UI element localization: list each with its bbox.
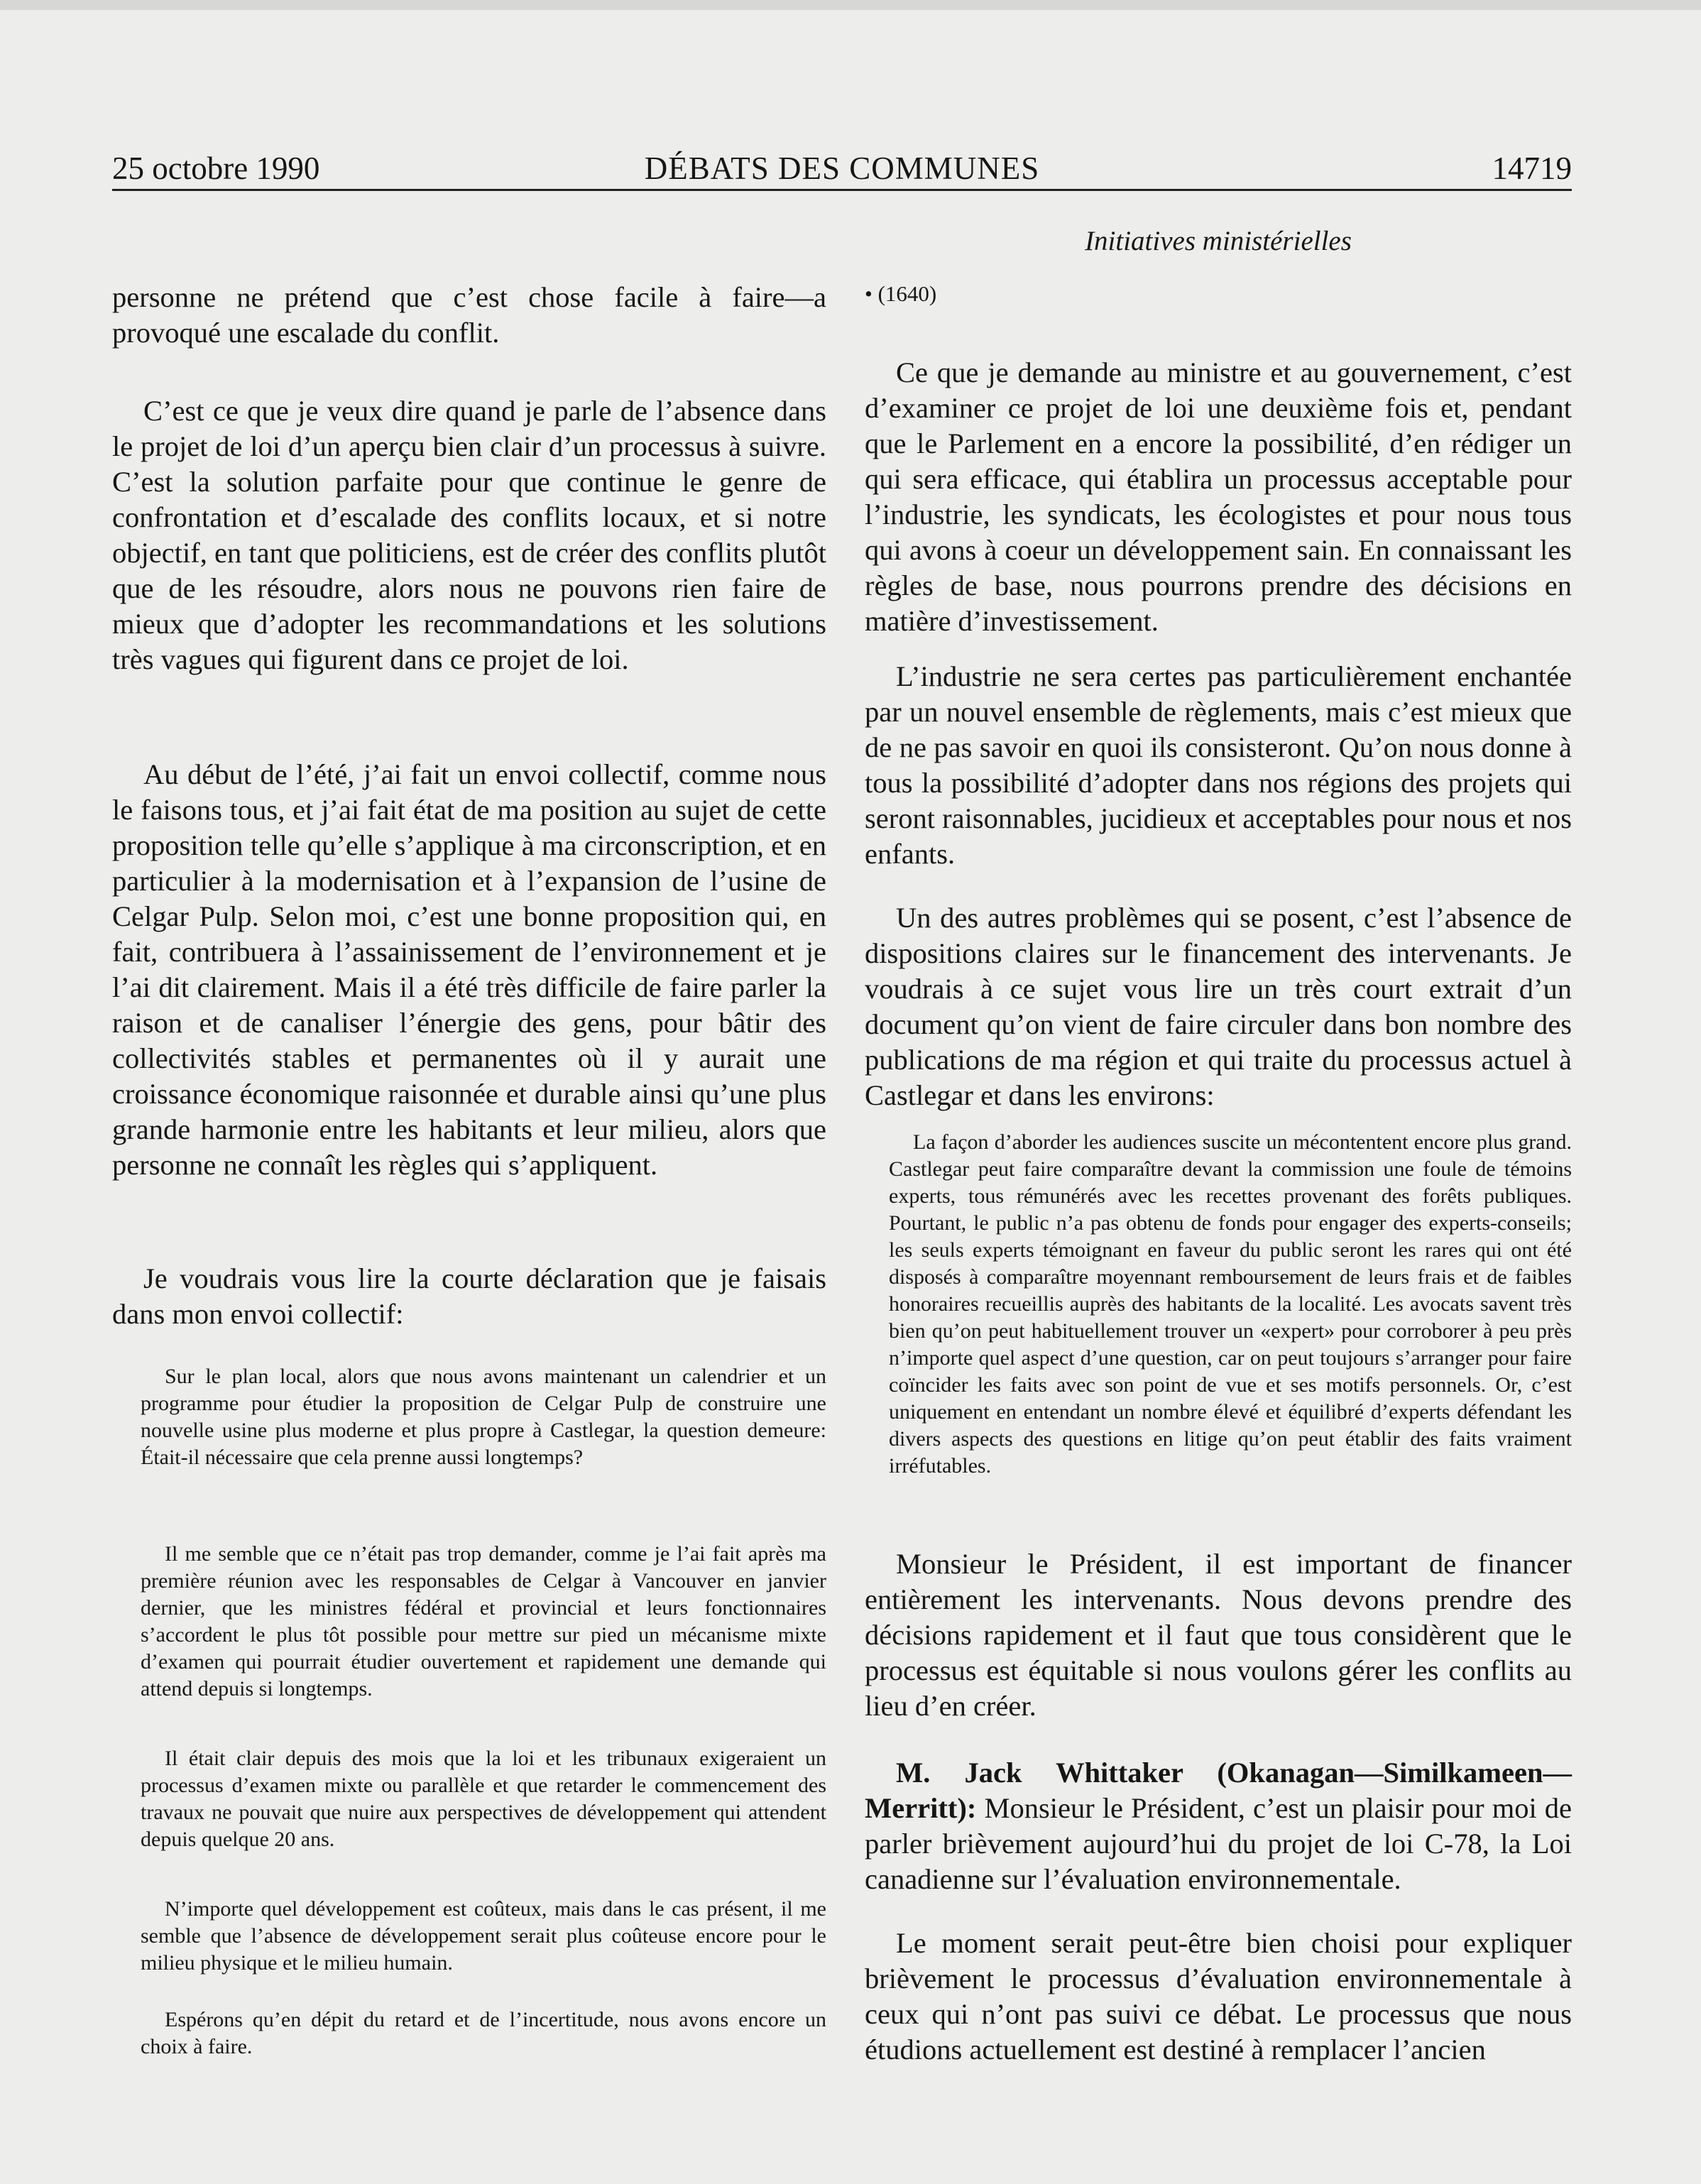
paragraph: Monsieur le Président, il est important de financer entièrement les intervenants. Nous devons prendre des décisions rapidement et il faut que tous considèrent que le processus est équitable si nous voulons gérer les conflits au lieu d’en créer. bbox=[865, 1548, 1572, 1722]
header-title: DÉBATS DES COMMUNES bbox=[644, 151, 1040, 186]
quote-paragraph: Il me semble que ce n’était pas trop demander, comme je l’ai fait après ma première réunion avec les responsables de Celgar à Vancouver en janvier dernier, que les ministres fédéral et provincial et leurs fonctionnaires s’accordent le plus tôt possible pour mettre sur pied un mécanisme mixte d’examen qui pourrait étudier ouvertement et rapidement une demande qui attend depuis si longtemps. bbox=[141, 1542, 826, 1700]
quote-paragraph: Espérons qu’en dépit du retard et de l’incertitude, nous avons encore un choix à faire. bbox=[141, 2008, 826, 2058]
paragraph: personne ne prétend que c’est chose facile à faire—a provoqué une escalade du conflit. bbox=[112, 281, 826, 349]
quote-paragraph: Il était clair depuis des mois que la loi et les tribunaux exigeraient un processus d’examen mixte ou parallèle et que retarder le commencement des travaux ne pouvait que nuire aux perspectives de développement qui attendent depuis quelque 20 ans. bbox=[141, 1747, 826, 1851]
time-marker: • (1640) bbox=[865, 281, 937, 306]
speech-text: Monsieur le Président, c’est un plaisir pour moi de parler brièvement aujourd’hui du projet de loi C-78, la Loi canadienne sur l’évaluation environnementale. bbox=[865, 1792, 1573, 1895]
section-label: Initiatives ministérielles bbox=[1085, 226, 1352, 256]
paragraph: Au début de l’été, j’ai fait un envoi collectif, comme nous le faisons tous, et j’ai fait état de ma position au sujet de cette proposition telle qu’elle s’applique à ma circonscription, et en particulier à la modernisation et à l’expansion de l’usine de Celgar Pulp. Selon moi, c’est une bonne proposition qui, en fait, contribuera à l’assainissement de l’environnement et je l’ai dit clairement. Mais il a été très difficile de faire parler la raison et de canaliser l’énergie des gens, pour bâtir des collectivités stables et permanentes où il y aurait une croissance économique raisonnée et durable ainsi qu’une plus grande harmonie entre les habitants et leur milieu, alors que personne ne connaît les règles qui s’appliquent. bbox=[112, 758, 826, 1181]
paragraph: Un des autres problèmes qui se posent, c’est l’absence de dispositions claires sur le financement des intervenants. Je voudrais à ce sujet vous lire un très court extrait d’un document qu’on vient de faire circuler dans bon nombre des publications de ma région et qui traite du processus actuel à Castlegar et dans les environs: bbox=[865, 902, 1572, 1111]
paragraph: C’est ce que je veux dire quand je parle de l’absence dans le projet de loi d’un aperçu bien clair d’un processus à suivre. C’est la solution parfaite pour que continue le genre de confrontation et d’escalade des conflits locaux, et si notre objectif, en tant que politiciens, est de créer des conflits plutôt que de les résoudre, alors nous ne pouvons rien faire de mieux que d’adopter les recommandations et les solutions très vagues qui figurent dans ce projet de loi. bbox=[112, 395, 826, 675]
left-column bbox=[112, 0, 826, 2184]
speaker-paragraph bbox=[865, 1755, 1572, 1897]
paragraph: Ce que je demande au ministre et au gouvernement, c’est d’examiner ce projet de loi une deuxième fois et, pendant que le Parlement en a encore la possibilité, d’en rédiger un qui sera efficace, qui établira un processus acceptable pour l’industrie, les syndicats, les écologistes et pour nous tous qui avons à coeur un développement sain. En connaissant les règles de base, nous pourrons prendre des décisions en matière d’investissement. bbox=[865, 356, 1572, 637]
paragraph: L’industrie ne sera certes pas particulièrement enchantée par un nouvel ensemble de règlements, mais c’est mieux que de ne pas savoir en quoi ils consisteront. Qu’on nous donne à tous la possibilité d’adopter dans nos régions des projets qui seront raisonnables, jucidieux et acceptables pour nous et nos enfants. bbox=[865, 660, 1572, 870]
quote-paragraph: N’importe quel développement est coûteux, mais dans le cas présent, il me semble que l’absence de développement serait plus coûteuse encore pour le milieu physique et le milieu humain. bbox=[141, 1897, 826, 1975]
header-date: 25 octobre 1990 bbox=[112, 151, 320, 186]
paragraph: Je voudrais vous lire la courte déclaration que je faisais dans mon envoi collectif: bbox=[112, 1262, 826, 1330]
quote-paragraph: Sur le plan local, alors que nous avons maintenant un calendrier et un programme pour étudier la proposition de Celgar Pulp de construire une nouvelle usine plus moderne et plus propre à Castlegar, la question demeure: Était-il nécessaire que cela prenne aussi longtemps? bbox=[141, 1365, 826, 1469]
paragraph: Le moment serait peut-être bien choisi pour expliquer brièvement le processus d’évaluation environnementale à ceux qui n’ont pas suivi ce débat. Le processus que nous étudions actuellement est destiné à remplacer l’ancien bbox=[865, 1927, 1572, 2065]
speaker-name: M. Jack Whittaker (Okanagan—Similkameen—Merritt): bbox=[865, 1757, 1572, 1824]
header-page-number: 14719 bbox=[1492, 151, 1572, 186]
quote-paragraph: La façon d’aborder les audiences suscite un mécontentent encore plus grand. Castlegar peut faire comparaître devant la commission une foule de témoins experts, tous rémunérés avec les recettes provenant des forêts publiques. Pourtant, le public n’a pas obtenu de fonds pour engager des experts-conseils; les seuls experts témoignant en faveur du public seront les rares qui ont été disposés à comparaître moyennant remboursement de leurs frais et de faibles honoraires recueillis auprès des habitants de la localité. Les avocats savent très bien qu’on peut habituellement trouver un «expert» pour corroborer à peu près n’importe quel aspect d’une question, car on peut toujours s’arranger pour faire coïncider les faits avec son point de vue et ses motifs personnels. Or, c’est uniquement en entendant un nombre élevé et équilibré d’experts défendant les divers aspects des questions en litige qu’on peut établir des faits vraiment irréfutables. bbox=[889, 1130, 1572, 1478]
right-column bbox=[865, 0, 1572, 2184]
